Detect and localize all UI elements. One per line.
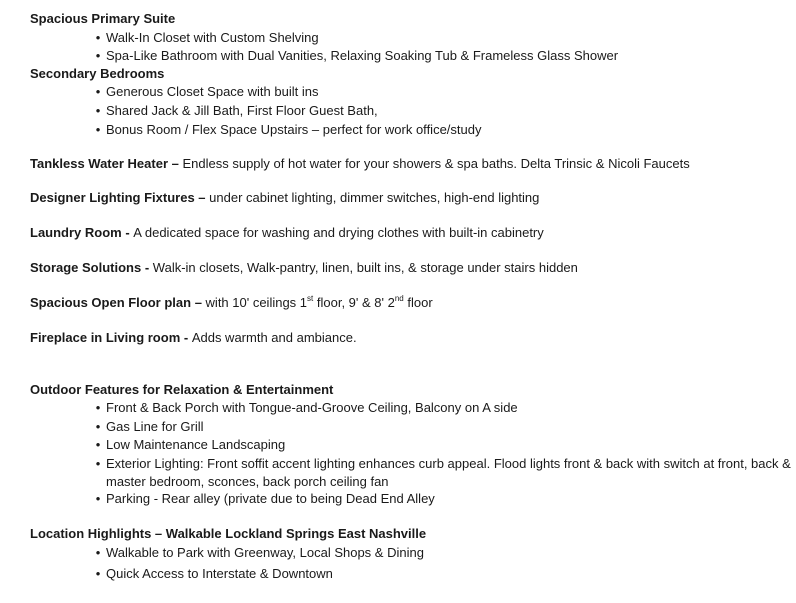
bullet-icon: •: [95, 84, 101, 99]
outdoor-heading: Outdoor Features for Relaxation & Entertainment: [30, 382, 334, 397]
bullet-icon: •: [95, 419, 101, 434]
feature-lighting: Designer Lighting Fixtures – under cabinet lighting, dimmer switches, high-end lighting: [30, 190, 540, 205]
list-item: • Walk-In Closet with Custom Shelving: [89, 29, 794, 47]
list-item: • Walkable to Park with Greenway, Local Shops & Dining: [89, 544, 794, 562]
feature-floor-plan: Spacious Open Floor plan – with 10' ceilings 1st floor, 9' & 8' 2nd floor: [30, 293, 433, 310]
list-item: • Quick Access to Interstate & Downtown: [89, 565, 794, 583]
secondary-bedrooms-heading: Secondary Bedrooms: [30, 66, 165, 81]
bullet-icon: •: [95, 48, 101, 63]
bullet-icon: •: [95, 400, 101, 415]
bullet-icon: •: [95, 491, 101, 506]
bullet-icon: •: [95, 103, 101, 118]
list-item: • Low Maintenance Landscaping: [89, 436, 794, 454]
list-item: • Exterior Lighting: Front soffit accent lighting enhances curb appeal. Flood lights front & back with switch at front, back & master bedroom, sconces, back porch ceiling fan: [89, 455, 794, 491]
list-item: • Gas Line for Grill: [89, 418, 794, 436]
bullet-icon: •: [95, 566, 101, 581]
list-item: • Parking - Rear alley (private due to being Dead End Alley: [89, 490, 794, 508]
bullet-icon: •: [95, 456, 101, 471]
bullet-icon: •: [95, 122, 101, 137]
bullet-icon: •: [95, 437, 101, 452]
bullet-icon: •: [95, 545, 101, 560]
list-item: • Front & Back Porch with Tongue-and-Groove Ceiling, Balcony on A side: [89, 399, 794, 417]
list-item: • Shared Jack & Jill Bath, First Floor Guest Bath,: [89, 102, 794, 120]
feature-laundry: Laundry Room - A dedicated space for washing and drying clothes with built-in cabinetry: [30, 225, 544, 240]
list-item: • Spa-Like Bathroom with Dual Vanities, Relaxing Soaking Tub & Frameless Glass Shower: [89, 47, 794, 65]
feature-fireplace: Fireplace in Living room - Adds warmth and ambiance.: [30, 330, 357, 345]
bullet-icon: •: [95, 30, 101, 45]
feature-storage: Storage Solutions - Walk-in closets, Walk-pantry, linen, built ins, & storage under stairs hidden: [30, 260, 578, 275]
location-heading: Location Highlights – Walkable Lockland Springs East Nashville: [30, 526, 427, 541]
list-item: • Generous Closet Space with built ins: [89, 83, 794, 101]
feature-tankless: Tankless Water Heater – Endless supply of hot water for your showers & spa baths. Delta Trinsic & Nicoli Faucets: [30, 156, 690, 171]
list-item: • Bonus Room / Flex Space Upstairs – perfect for work office/study: [89, 121, 794, 139]
primary-suite-heading: Spacious Primary Suite: [30, 11, 176, 26]
